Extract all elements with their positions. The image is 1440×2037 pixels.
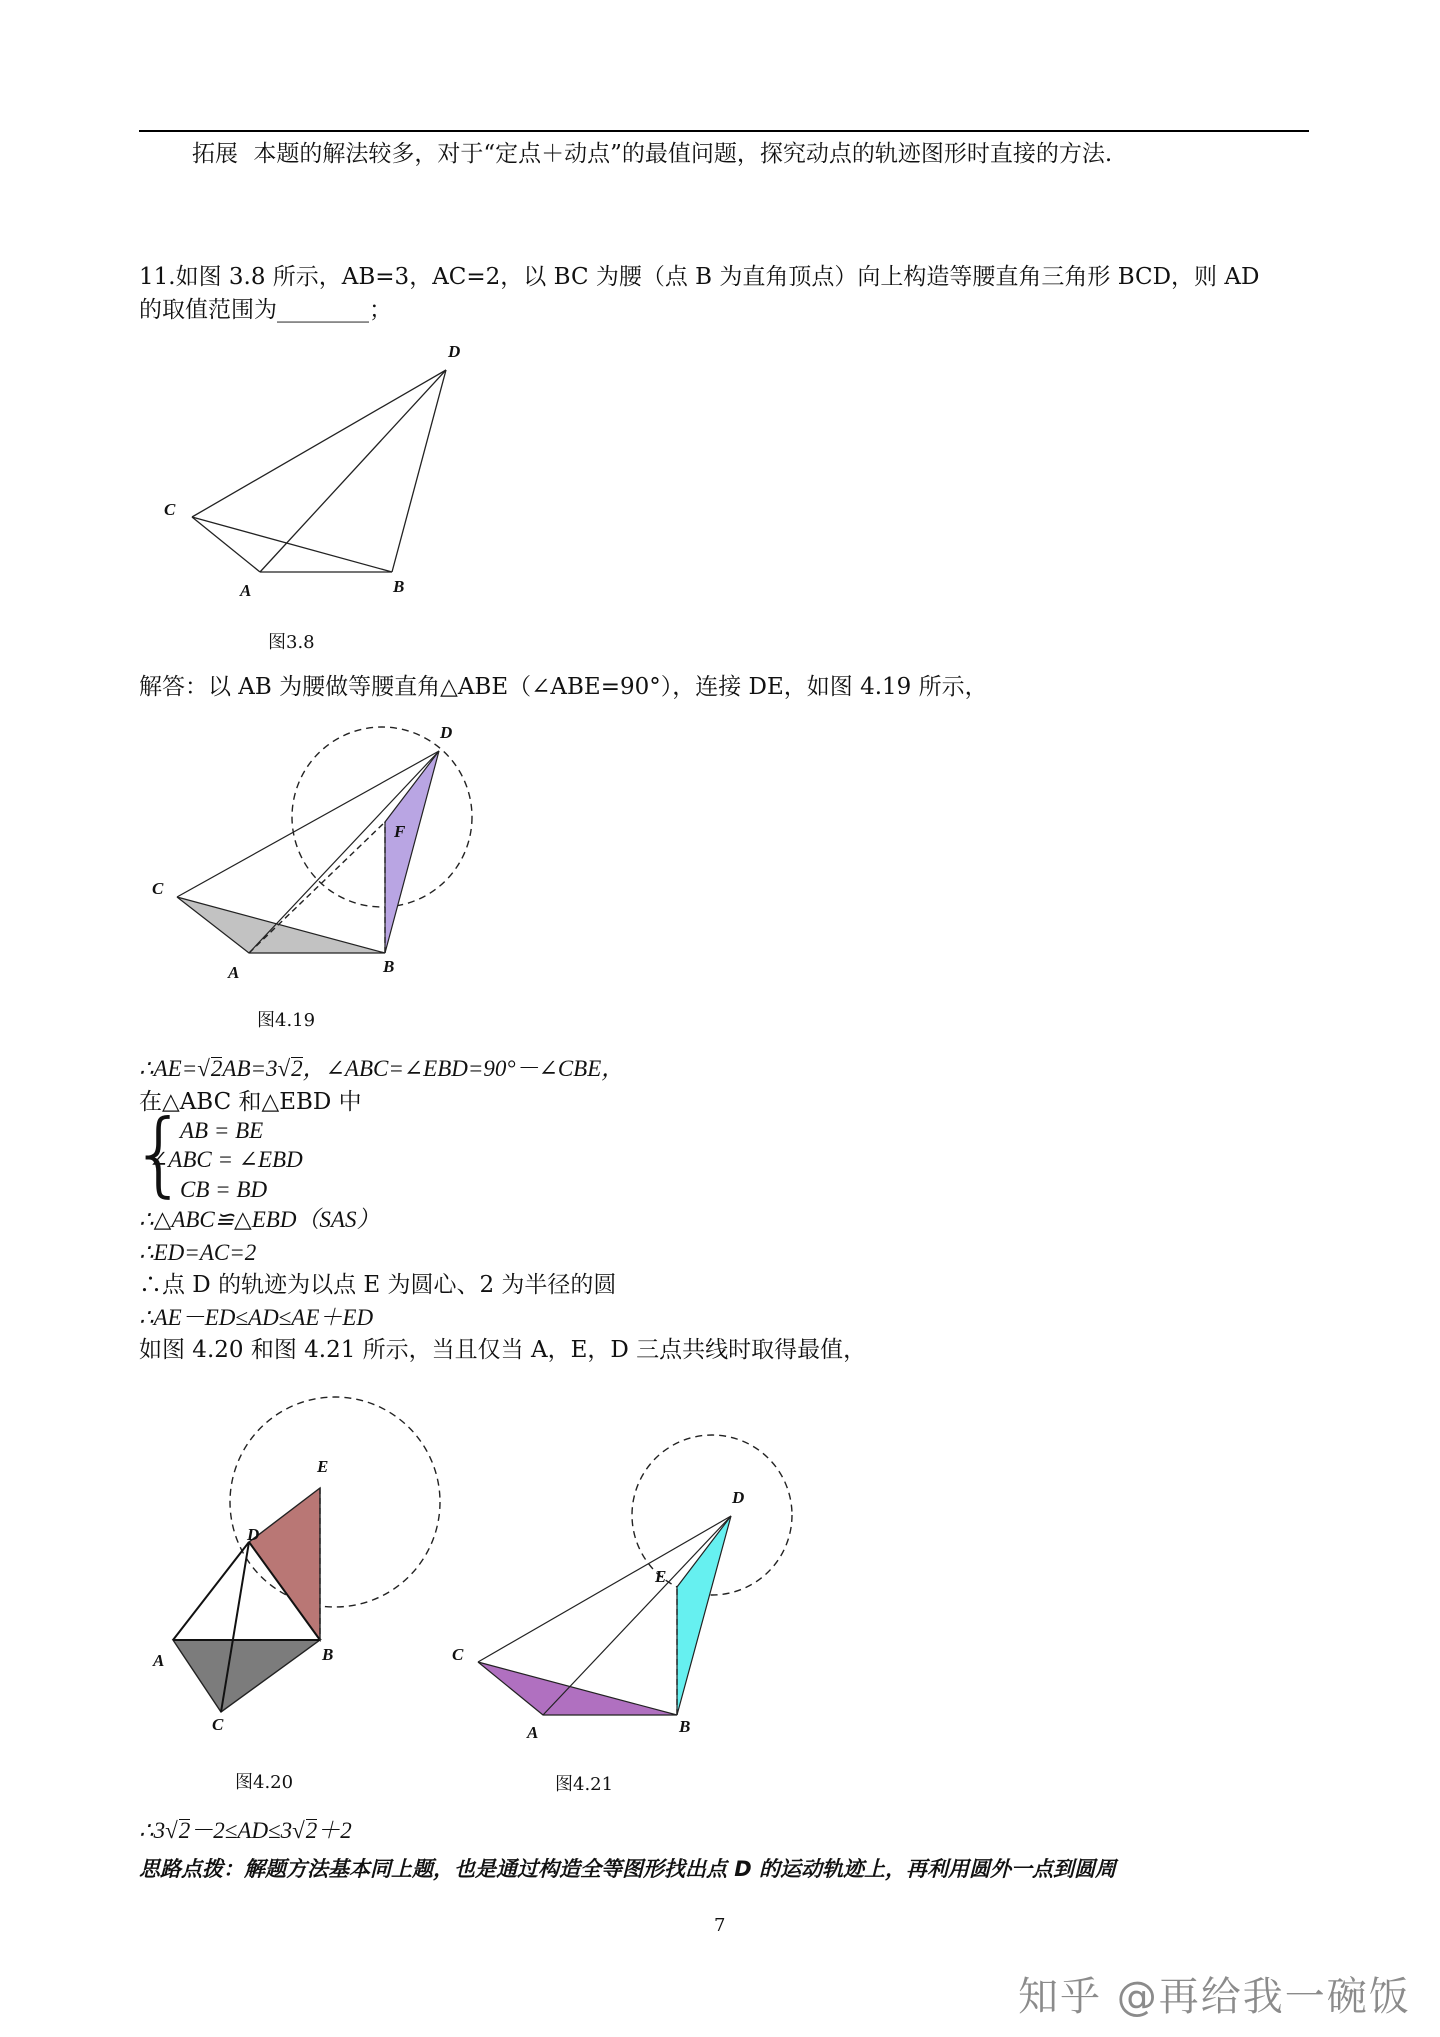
figure-4-20-caption: 图4.20 (235, 1772, 294, 1793)
fig420-label-a: A (153, 1651, 165, 1670)
fig38-line-ca (192, 517, 260, 572)
fig38-line-bd (392, 370, 446, 572)
fig420-label-b: B (322, 1645, 334, 1664)
fig420-line-ad (173, 1542, 249, 1640)
fig421-label-b: B (679, 1717, 691, 1736)
system-eq-3: CB = BD (180, 1177, 268, 1202)
figure-3-8 (150, 335, 490, 655)
fig421-label-a: A (527, 1723, 539, 1742)
figure-4-19-caption: 图4.19 (257, 1010, 316, 1031)
solution-step-5: ∴点 D 的轨迹为以点 E 为圆心、2 为半径的圆 (139, 1272, 617, 1298)
fig420-label-e: E (317, 1457, 329, 1476)
fig38-line-cb (192, 517, 392, 572)
fig421-label-c: C (452, 1645, 464, 1664)
fig419-label-c: C (152, 879, 164, 898)
solution-intro: 解答：以 AB 为腰做等腰直角△ABE（∠ABE=90°），连接 DE，如图 4.19 所示， (139, 674, 988, 700)
problem-line-1: 11.如图 3.8 所示，AB=3，AC=2，以 BC 为腰（点 B 为直角顶点）向上构造等腰直角三角形 BCD，则 AD (139, 264, 1260, 290)
result-line: ∴3√2－2≤AD≤3√2＋2 (139, 1818, 352, 1843)
figure-4-19 (140, 710, 490, 1000)
fig419-gray-triangle (177, 897, 385, 953)
fig38-label-d: D (448, 342, 461, 361)
page-number: 7 (714, 1915, 726, 1936)
fig421-cyan-triangle (677, 1516, 731, 1715)
solution-step-2: 在△ABC 和△EBD 中 (139, 1089, 362, 1115)
watermark: 知乎 @再给我一碗饭 (1018, 1974, 1411, 2020)
extension-paragraph (192, 139, 1112, 169)
problem-line-2: 的取值范围为________； (139, 297, 392, 323)
system-eq-2: ∠ABC = ∠EBD (149, 1147, 303, 1172)
figure-4-21-caption: 图4.21 (555, 1774, 614, 1795)
solution-step-1: ∴AE=√2AB=3√2，∠ABC=∠EBD=90°－∠CBE， (139, 1056, 625, 1081)
fig420-red-triangle (249, 1488, 320, 1640)
solution-step-4: ∴ED=AC=2 (139, 1240, 257, 1265)
fig38-line-cd (192, 370, 446, 517)
solution-step-7: 如图 4.20 和图 4.21 所示，当且仅当 A，E，D 三点共线时取得最值， (139, 1337, 867, 1363)
fig38-line-ad (260, 370, 446, 572)
fig420-label-d: D (247, 1525, 260, 1544)
figure-3-8-caption: 图3.8 (268, 632, 315, 653)
fig419-label-b: B (383, 957, 395, 976)
fig421-label-d: D (732, 1488, 745, 1507)
fig419-dashed-circle (292, 727, 472, 907)
extension-text: 本题的解法较多，对于“定点＋动点”的最值问题，探究动点的轨迹图形时直接的方法. (253, 141, 1113, 167)
fig419-label-a: A (228, 963, 240, 982)
system-brace: { (130, 1100, 189, 1207)
extension-label: 拓展 (192, 141, 238, 167)
fig38-label-a: A (240, 581, 252, 600)
fig38-label-b: B (393, 577, 405, 596)
solution-step-6: ∴AE－ED≤AD≤AE＋ED (139, 1305, 374, 1330)
hint-paragraph: 思路点拨：解题方法基本同上题，也是通过构造全等图形找出点 D 的运动轨迹上，再利用圆外一点到圆周 (139, 1857, 1117, 1881)
fig420-label-c: C (212, 1715, 224, 1734)
top-rule (139, 130, 1309, 132)
fig420-dashed-circle (230, 1397, 440, 1607)
fig420-gray-triangle (173, 1640, 320, 1712)
fig419-label-d: D (440, 723, 453, 742)
system-eq-1: AB = BE (180, 1118, 264, 1143)
fig419-label-f: F (394, 822, 406, 841)
figure-4-20 (150, 1390, 440, 1760)
fig421-purple-triangle (478, 1662, 677, 1715)
fig419-purple-triangle (385, 751, 439, 953)
solution-step-3: ∴△ABC≌△EBD（SAS） (139, 1207, 380, 1232)
fig38-label-c: C (164, 500, 176, 519)
figure-4-21 (440, 1425, 830, 1755)
fig421-label-e: E (655, 1567, 667, 1586)
